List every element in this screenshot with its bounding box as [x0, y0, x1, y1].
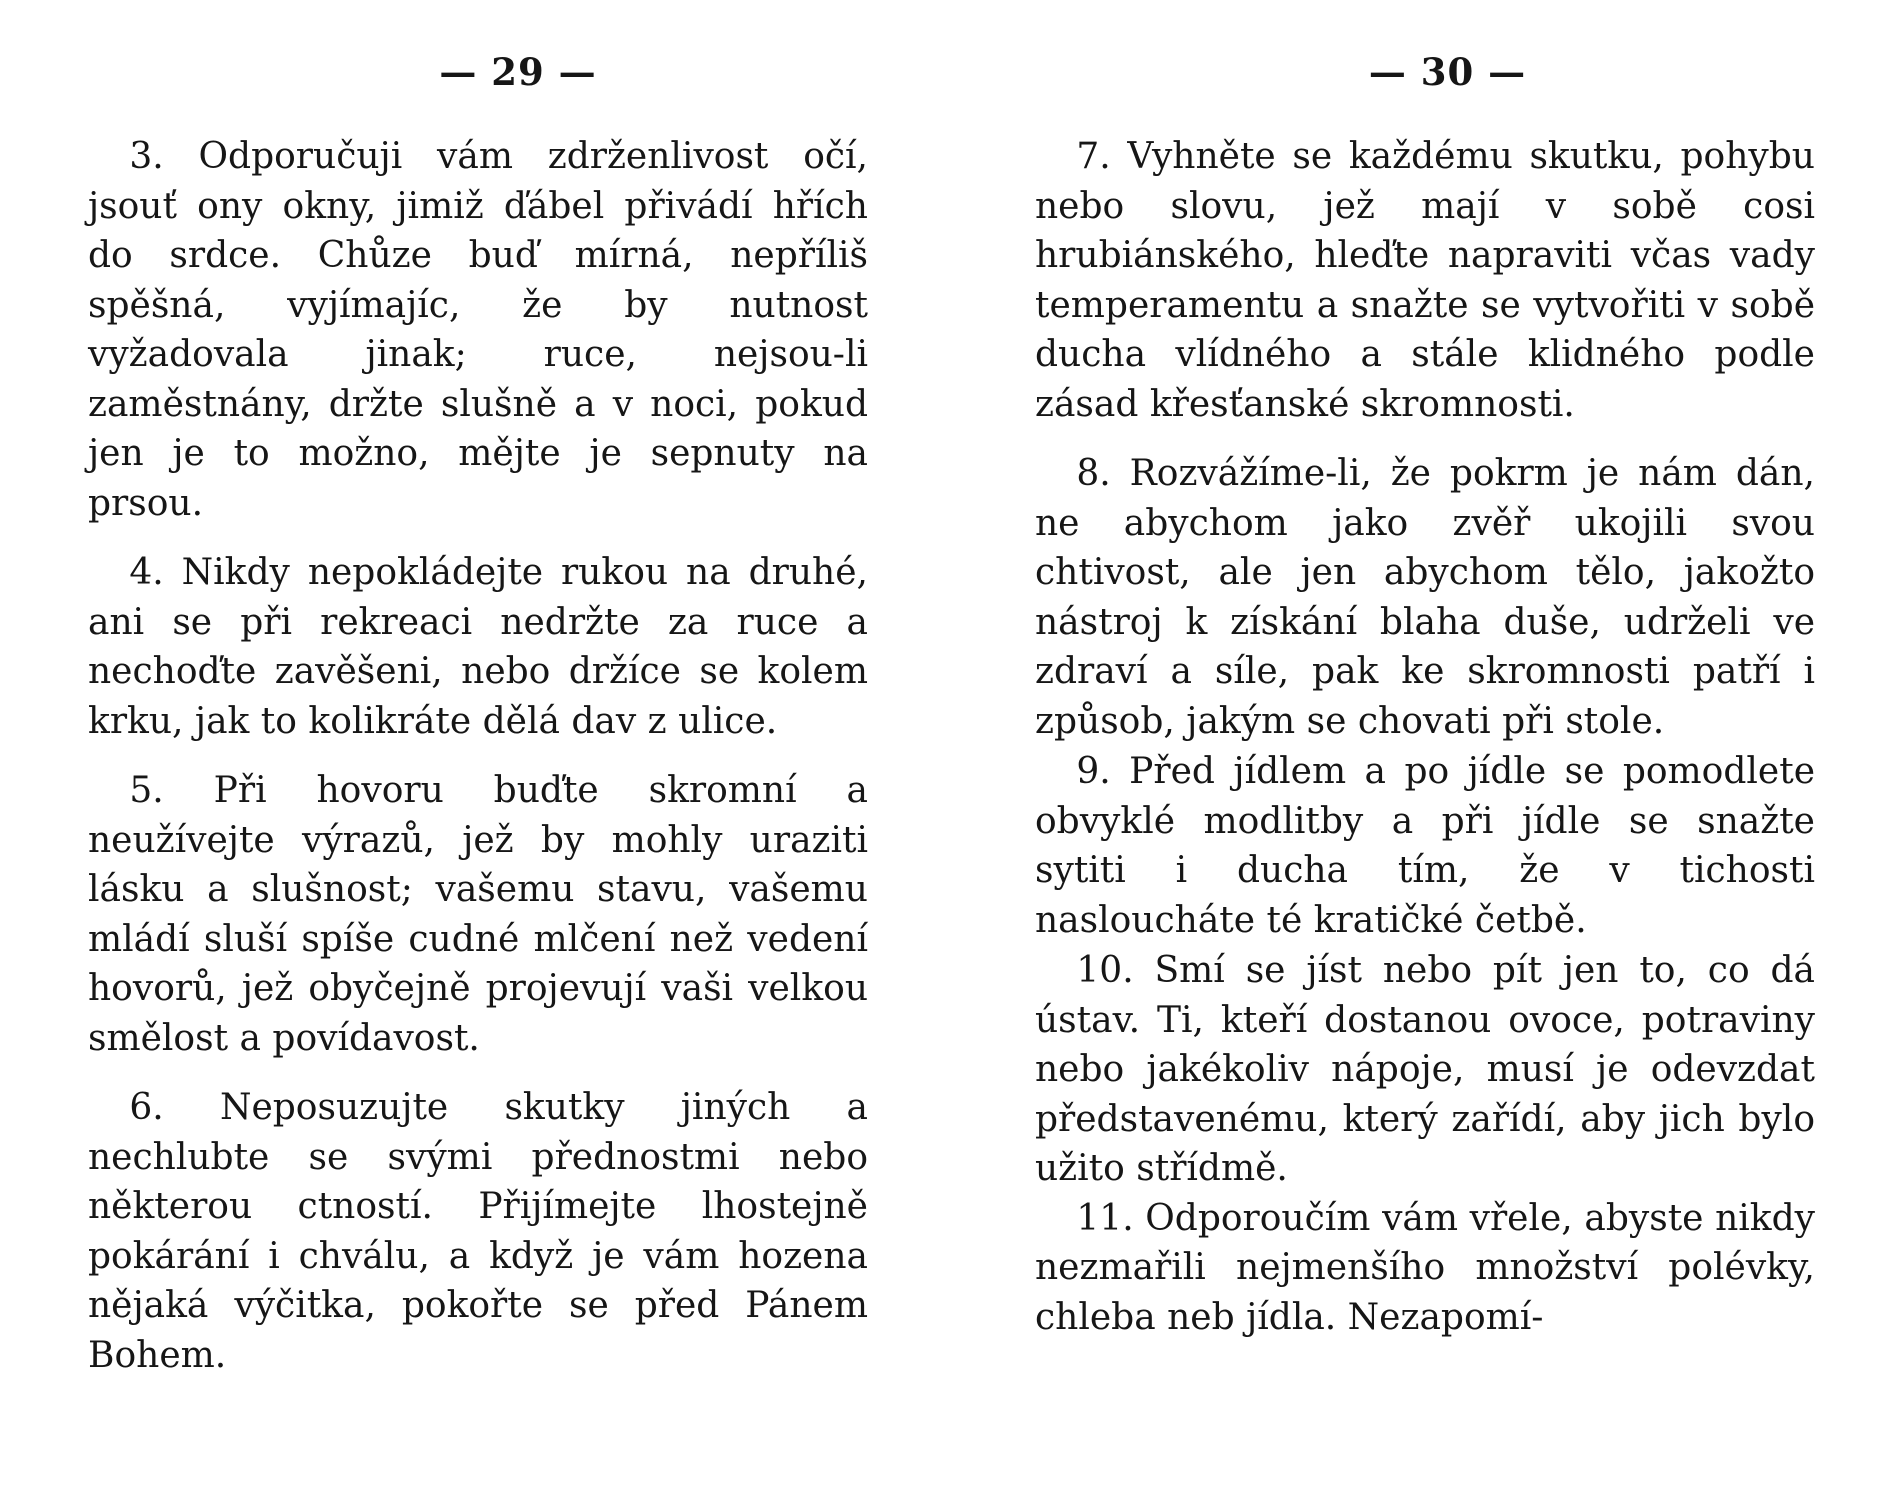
paragraph-7: 7. Vyhněte se každému skutku, pohybu nebo slovu, jež mají v sobě cosi hrubiánského, hleďte napraviti včas vady temperamentu a snažte se vytvořiti v sobě ducha vlídného a stále klidného podle zásad křesťanské skromnosti.: [1035, 136, 1815, 425]
paragraph-9: 9. Před jídlem a po jídle se pomodlete obvyklé modlitby a při jídle se snažte sytiti i ducha tím, že v tichosti nasloucháte té kratičké četbě.: [1035, 751, 1815, 941]
paragraph-4: 4. Nikdy nepokládejte rukou na druhé, ani se při rekreaci nedržte za ruce a nechoďte zavěšeni, nebo držíce se kolem krku, jak to kolikráte dělá dav z ulice.: [88, 552, 868, 742]
paragraph-3: 3. Odporučuji vám zdrženlivost očí, jsouť ony okny, jimiž ďábel přivádí hřích do srdce. Chůze buď mírná, nepříliš spěšná, vyjímajíc, že by nutnost vyžadovala jinak; ruce, nejsou-li zaměstnány, držte slušně a v noci, pokud jen je to možno, mějte je sepnuty na prsou.: [88, 136, 868, 524]
paragraph-5: 5. Při hovoru buďte skromní a neužívejte výrazů, jež by mohly uraziti lásku a slušnost; vašemu stavu, vašemu mládí sluší spíše cudné mlčení než vedení hovorů, jež obyčejně projevují vaši velkou smělost a povídavost.: [88, 770, 868, 1059]
paragraph-11: 11. Odporoučím vám vřele, abyste nikdy nezmařili nejmenšího množství polévky, chleba neb jídla. Nezapomí-: [1035, 1197, 1815, 1338]
page-body: [88, 132, 868, 1380]
right-page: [1035, 0, 1815, 1500]
page-number: — 29 —: [439, 50, 597, 94]
page-body: [1035, 132, 1815, 1342]
paragraph-10: 10. Smí se jíst nebo pít jen to, co dá ústav. Ti, kteří dostanou ovoce, potraviny nebo jakékoliv nápoje, musí je odevzdat představenému, který zařídí, aby jich bylo užito střídmě.: [1035, 950, 1815, 1189]
paragraph-8: 8. Rozvážíme-li, že pokrm je nám dán, ne abychom jako zvěř ukojili svou chtivost, ale jen abychom tělo, jakožto nástroj k získání blaha duše, udrželi ve zdraví a síle, pak ke skromnosti patří i způsob, jakým se chovati při stole.: [1035, 453, 1815, 742]
paragraph-6: 6. Neposuzujte skutky jiných a nechlubte se svými přednostmi nebo některou ctností. Přijímejte lhostejně pokárání i chválu, a když je vám hozena nějaká výčitka, pokořte se před Pánem Bohem.: [88, 1087, 868, 1376]
page-number: — 30 —: [1368, 50, 1527, 94]
left-page: [88, 0, 868, 1500]
